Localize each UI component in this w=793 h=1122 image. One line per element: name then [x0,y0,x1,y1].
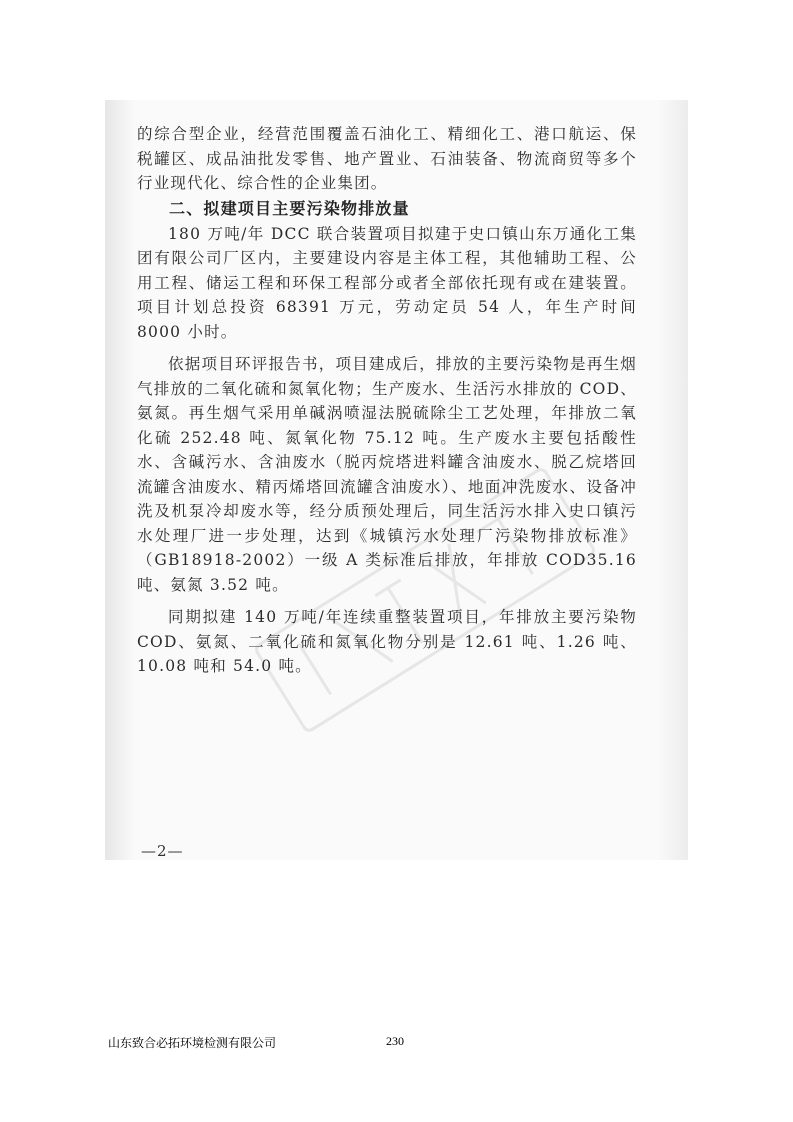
paragraph-project-overview: 180 万吨/年 DCC 联合装置项目拟建于史口镇山东万通化工集团有限公司厂区内，主要建设内容是主体工程，其他辅助工程、公用工程、储运工程和环保工程部分或者全部依托现有或在建装置。项目计划总投资 68391 万元，劳动定员 54 人，年生产时间 8000 小时。 [137,224,637,341]
footer-page-number: 230 [386,1034,404,1048]
paragraph-pollutant-emissions: 依据项目环评报告书，项目建成后，排放的主要污染物是再生烟气排放的二氧化硫和氮氧化物；生产废水、生活污水排放的 COD、氨氮。再生烟气采用单碱涡喷湿法脱硫除尘工艺处理，年排放二氧化硫 252.48 吨、氮氧化物 75.12 吨。生产废水主要包括酸性水、含碱污水、含油废水（脱丙烷塔进料罐含油废水、脱乙烷塔回流罐含油废水、精丙烯塔回流罐含油废水）、地面冲洗废水、设备冲洗及机泵冷却废水等，经分质预处理后，同生活污水排入史口镇污水处理厂进一步处理，达到《城镇污水处理厂污染物排放标准》（GB18918-2002）一级 A 类标准后排放，年排放 COD35.16 吨、氨氮 3.52 吨。 [137,355,637,594]
paragraph-reforming-project: 同期拟建 140 万吨/年连续重整装置项目，年排放主要污染物 COD、氨氮、二氧化硫和氮氧化物分别是 12.61 吨、1.26 吨、10.08 吨和 54.0 吨。 [137,608,637,675]
scan-edge-shadow-right [658,100,688,860]
document-body [137,122,637,679]
section-heading: 二、拟建项目主要污染物排放量 [169,198,410,218]
footer-company-name: 山东致合必拓环境检测有限公司 [108,1036,277,1050]
paragraph-enterprise-scope: 的综合型企业，经营范围覆盖石油化工、精细化工、港口航运、保税罐区、成品油批发零售、地产置业、石油装备、物流商贸等多个行业现代化、综合性的企业集团。 [137,125,637,192]
scan-edge-shadow-left [105,100,135,860]
scanned-document-page [105,100,688,860]
inner-page-number: —2— [141,842,184,860]
